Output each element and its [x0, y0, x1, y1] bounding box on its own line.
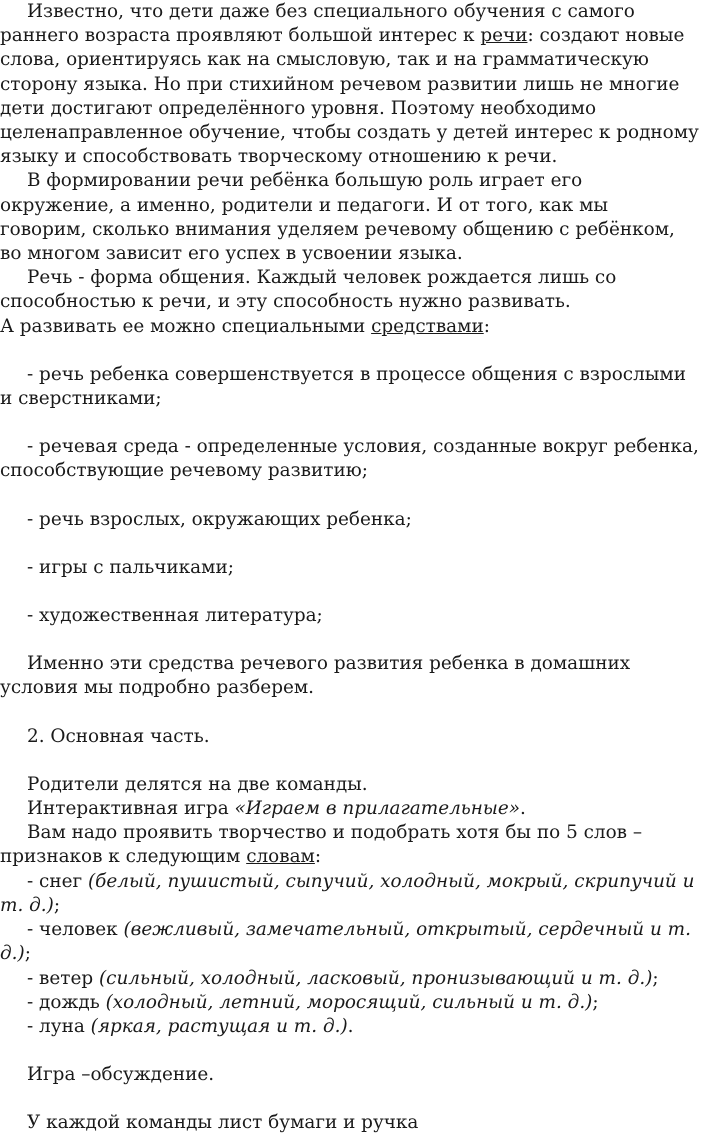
summary-paragraph: Именно эти средства речевого развития ребенка в домашних условия мы подробно разберем. [0, 653, 631, 699]
word-examples: (вежливый, замечательный, открытый, сердечный и т. д.) [0, 919, 691, 965]
word-end: ; [592, 991, 599, 1013]
materials-line: У каждой команды лист бумаги и ручка [27, 1112, 419, 1134]
game-line [0, 797, 700, 821]
word-label: - ветер [27, 967, 99, 989]
word-end: ; [652, 967, 659, 989]
intro-paragraph-3: Речь - форма общения. Каждый человек рождается лишь со способностью к речи, и эту способность нужно развивать. [0, 267, 617, 313]
intro-text: : создают новые слова, ориентируясь как на смысловую, так и на грамматическую сторону языка. Но при стихийном речевом развитии лишь не многие дети достигают определённого уровня. Поэтому необходимо целенаправленное обучение, чтобы создать у детей интерес к родному языку и способствовать творческому отношению к речи. [0, 25, 699, 168]
word-label: - снег [27, 870, 88, 892]
intro-text: : [483, 315, 490, 337]
word-label: - дождь [27, 991, 106, 1013]
word-label: - луна [27, 1015, 91, 1037]
intro-paragraph-4 [0, 315, 700, 339]
teams-line: Родители делятся на две команды. [27, 773, 368, 795]
words-link[interactable]: словам [246, 846, 315, 868]
word-end: ; [24, 943, 31, 965]
word-end: . [347, 1015, 354, 1037]
game-label: Интерактивная игра [27, 798, 235, 820]
game-end: . [520, 798, 526, 820]
section-title: 2. Основная часть. [27, 725, 210, 747]
task-line [0, 821, 700, 869]
discussion-line: Игра –обсуждение. [27, 1064, 215, 1086]
intro-paragraph-2: В формировании речи ребёнка большую роль играет его окружение, а именно, родители и педагоги. И от того, как мы говорим, сколько внимания уделяем речевому общению с ребёнком, во многом зависит его успех в усвоении языка. [0, 170, 675, 265]
means-item: - художественная литература; [27, 605, 323, 627]
word-item [0, 967, 700, 991]
word-item [0, 870, 700, 918]
means-link[interactable]: средствами [371, 315, 484, 337]
word-examples: (яркая, растущая и т. д.) [90, 1015, 348, 1037]
word-item [0, 1015, 700, 1039]
word-examples: (белый, пушистый, сыпучий, холодный, мокрый, скрипучий и т. д.) [0, 870, 695, 916]
means-item: - речевая среда - определенные условия, созданные вокруг ребенка, способствующие речевому развитию; [0, 436, 699, 482]
intro-text: Известно, что дети даже без специального обучения с самого раннего возраста проявляют большой интерес к [0, 1, 635, 47]
task-text: Вам надо проявить творчество и подобрать хотя бы по 5 слов – признаков к следующим [0, 822, 643, 868]
word-item [0, 918, 700, 966]
game-name: «Играем в прилагательные» [234, 798, 521, 820]
word-end: ; [53, 894, 61, 916]
intro-paragraph-1 [0, 0, 700, 169]
word-examples: (холодный, летний, моросящий, сильный и т. д.) [105, 991, 593, 1013]
means-item: - игры с пальчиками; [27, 556, 234, 578]
word-examples: (сильный, холодный, ласковый, пронизывающий и т. д.) [98, 967, 653, 989]
speech-link[interactable]: речи [480, 25, 528, 47]
means-item: - речь ребенка совершенствуется в процессе общения с взрослыми и сверстниками; [0, 363, 686, 410]
word-item [0, 991, 700, 1015]
intro-text: А развивать ее можно специальными [0, 315, 372, 337]
means-item: - речь взрослых, окружающих ребенка; [27, 508, 412, 530]
task-text: : [314, 846, 322, 868]
word-label: - человек [27, 919, 124, 941]
